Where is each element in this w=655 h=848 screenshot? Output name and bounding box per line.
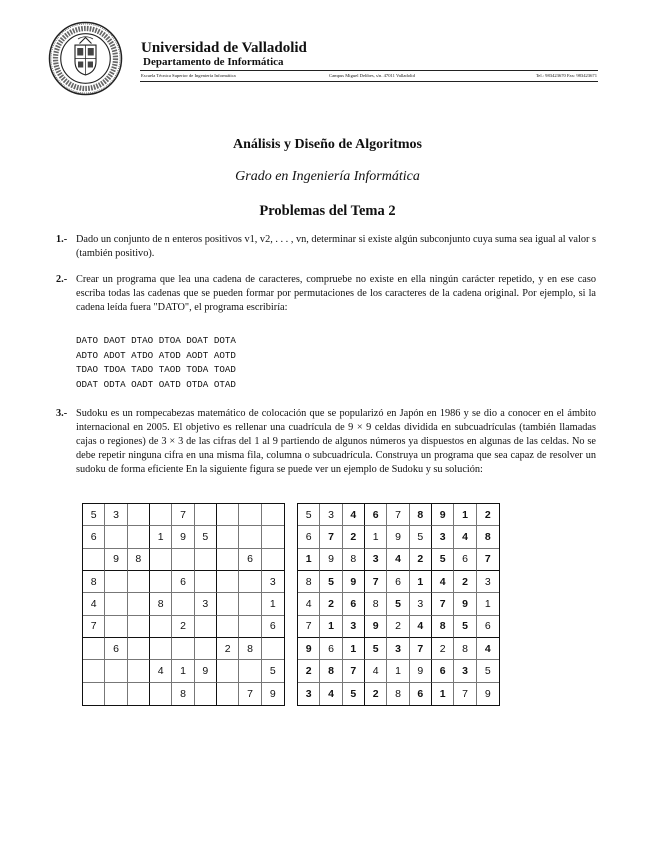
sudoku-cell: 2 xyxy=(320,593,342,615)
sudoku-cell: 1 xyxy=(320,616,342,638)
sudoku-cell: 9 xyxy=(298,638,320,660)
sudoku-cell xyxy=(239,660,261,682)
degree-subtitle: Grado en Ingeniería Informática xyxy=(235,169,420,184)
sudoku-cell xyxy=(262,526,284,548)
sudoku-cell: 2 xyxy=(387,616,409,638)
sudoku-cell: 1 xyxy=(454,504,476,526)
sudoku-cell: 7 xyxy=(343,660,365,682)
sudoku-cell xyxy=(239,571,261,593)
sudoku-cell: 9 xyxy=(105,549,127,571)
sudoku-cell: 2 xyxy=(365,683,387,705)
sudoku-cell: 9 xyxy=(484,687,491,700)
sudoku-cell xyxy=(150,504,172,526)
sudoku-cell: 2 xyxy=(217,638,239,660)
sudoku-cell: 1 xyxy=(343,638,365,660)
sudoku-cell: 3 xyxy=(477,571,499,593)
sudoku-cell: 6 xyxy=(239,549,261,571)
sudoku-cell: 8 xyxy=(454,638,476,660)
sudoku-cell xyxy=(195,504,217,526)
header-rule-top xyxy=(140,70,598,71)
problem-3 xyxy=(56,407,596,477)
sudoku-cell: 1 xyxy=(172,660,194,682)
sudoku-cell: 2 xyxy=(172,616,194,638)
sudoku-cell: 2 xyxy=(343,526,365,548)
sudoku-cell: 3 xyxy=(105,504,127,526)
sudoku-cell xyxy=(262,638,284,660)
sudoku-cell xyxy=(239,504,261,526)
permutation-row: TDAO TDOA TADO TAOD TODA TOAD xyxy=(76,364,236,375)
sudoku-cell xyxy=(105,616,127,638)
sudoku-cell: 3 xyxy=(343,616,365,638)
sudoku-cell: 8 xyxy=(150,593,172,615)
sudoku-cell: 8 xyxy=(320,660,342,682)
sudoku-cell: 3 xyxy=(365,549,387,571)
sudoku-cell xyxy=(128,571,150,593)
sudoku-cell: 4 xyxy=(477,638,499,660)
department-name: Departamento de Informática xyxy=(143,56,284,68)
sudoku-cell: 9 xyxy=(343,571,365,593)
sudoku-cell: 2 xyxy=(477,504,499,526)
sudoku-cell xyxy=(128,616,150,638)
university-seal-logo xyxy=(48,21,123,96)
sudoku-cell xyxy=(83,549,105,571)
sudoku-cell: 3 xyxy=(410,593,432,615)
sudoku-cell xyxy=(150,638,172,660)
sudoku-cell: 5 xyxy=(320,571,342,593)
sudoku-cell: 2 xyxy=(432,638,454,660)
sudoku-cell xyxy=(172,593,194,615)
sudoku-cell: 8 xyxy=(410,504,432,526)
sudoku-cell xyxy=(217,593,239,615)
sudoku-puzzle-grid xyxy=(82,503,285,706)
sudoku-cell: 9 xyxy=(454,593,476,615)
permutation-row: DATO DAOT DTAO DTOA DOAT DOTA xyxy=(76,335,236,346)
sudoku-cell: 5 xyxy=(365,638,387,660)
sudoku-cell: 4 xyxy=(343,504,365,526)
sudoku-cell: 8 xyxy=(83,571,105,593)
sudoku-cell: 6 xyxy=(477,616,499,638)
sudoku-cell: 4 xyxy=(83,593,105,615)
sudoku-cell: 5 xyxy=(343,683,365,705)
permutation-list xyxy=(76,334,236,392)
sudoku-cell xyxy=(217,616,239,638)
sudoku-cell: 9 xyxy=(172,526,194,548)
sudoku-cell: 3 xyxy=(298,683,320,705)
sudoku-cell xyxy=(239,593,261,615)
sudoku-cell xyxy=(195,616,217,638)
sudoku-cell: 7 xyxy=(172,504,194,526)
sudoku-cell xyxy=(239,526,261,548)
sudoku-cell: 1 xyxy=(410,571,432,593)
sudoku-solution-grid xyxy=(297,503,500,706)
sudoku-cell xyxy=(128,683,150,705)
sudoku-cell xyxy=(83,638,105,660)
sudoku-cell: 9 xyxy=(195,660,217,682)
sudoku-cell xyxy=(83,683,105,705)
sudoku-cell: 7 xyxy=(432,593,454,615)
sudoku-cell: 1 xyxy=(432,683,454,705)
sudoku-cell: 4 xyxy=(320,683,342,705)
sudoku-cell: 3 xyxy=(195,593,217,615)
problem-text: Sudoku es un rompecabezas matemático de colocación que se popularizó en Japón en 1986 y se dio a conocer en el ámbito internacional en 2005. El objetivo es rellenar una cuadrícula de 9 × 9 celdas dividida en subcuadrículas (también llamadas cajas o regiones) de 3 × 3 de las cifras del 1 al 9 partiendo de algunos números ya dispuestos en algunas de las celdas. No se debe repetir ninguna cifra en una misma fila, columna o subcuadrícula. Construya un programa que sea capaz de resolver un sudoku de forma eficiente En la siguiente figura se puede ver un ejemplo de Sudoku y su solución: xyxy=(76,408,596,475)
sudoku-cell xyxy=(105,571,127,593)
sudoku-cell xyxy=(195,638,217,660)
sudoku-cell: 1 xyxy=(365,526,387,548)
sudoku-cell: 7 xyxy=(365,571,387,593)
contact-phone: Tel.: 983423670 Fax: 983423671 xyxy=(535,73,597,78)
sudoku-cell: 3 xyxy=(454,660,476,682)
sudoku-cell: 8 xyxy=(128,549,150,571)
sudoku-cell: 4 xyxy=(432,571,454,593)
sudoku-cell: 9 xyxy=(410,660,432,682)
sudoku-cell: 5 xyxy=(83,504,105,526)
sudoku-cell xyxy=(195,549,217,571)
sudoku-cell: 7 xyxy=(239,683,261,705)
sudoku-cell: 3 xyxy=(320,504,342,526)
sudoku-cell: 5 xyxy=(432,549,454,571)
sudoku-cell: 3 xyxy=(432,526,454,548)
sudoku-cell xyxy=(105,593,127,615)
sudoku-cell: 5 xyxy=(195,526,217,548)
sudoku-cell xyxy=(105,660,127,682)
sudoku-cell: 6 xyxy=(454,549,476,571)
sudoku-cell: 9 xyxy=(365,616,387,638)
sudoku-cell: 1 xyxy=(387,660,409,682)
sudoku-cell xyxy=(172,638,194,660)
sudoku-cell: 8 xyxy=(172,683,194,705)
sudoku-cell: 5 xyxy=(298,504,320,526)
sudoku-cell: 7 xyxy=(320,526,342,548)
permutation-row: ODAT ODTA OADT OATD OTDA OTAD xyxy=(76,378,236,390)
sudoku-cell xyxy=(150,616,172,638)
sudoku-cell: 2 xyxy=(454,571,476,593)
campus-address: Campus Miguel Delibes, s/n. 47011 Valladolid xyxy=(329,73,415,78)
sudoku-cell: 4 xyxy=(365,660,387,682)
problem-number: 1.- xyxy=(56,234,68,245)
course-title: Análisis y Diseño de Algoritmos xyxy=(232,137,422,152)
sudoku-cell xyxy=(262,504,284,526)
sudoku-cell xyxy=(128,660,150,682)
sudoku-cell: 5 xyxy=(387,593,409,615)
sudoku-cell: 6 xyxy=(298,526,320,548)
sudoku-cell: 8 xyxy=(387,683,409,705)
sudoku-cell: 6 xyxy=(432,660,454,682)
problem-number: 3.- xyxy=(56,408,68,419)
sudoku-cell: 3 xyxy=(387,638,409,660)
sudoku-cell: 9 xyxy=(269,687,276,700)
sudoku-cell: 6 xyxy=(105,638,127,660)
sudoku-cell xyxy=(217,526,239,548)
sudoku-cell xyxy=(150,549,172,571)
sudoku-cell xyxy=(105,526,127,548)
sudoku-cell: 1 xyxy=(477,593,499,615)
sudoku-cell xyxy=(128,504,150,526)
sudoku-cell: 6 xyxy=(320,638,342,660)
sudoku-cell xyxy=(217,504,239,526)
section-heading: Problemas del Tema 2 xyxy=(259,203,396,219)
sudoku-cell: 9 xyxy=(432,504,454,526)
problem-text: Crear un programa que lea una cadena de caracteres, compruebe no existe en ella ningún carácter repetido, y en ese caso escriba todas las cadenas que se pueden formar por permutaciones de los caracteres de la cadena original. Por ejemplo, si la cadena leída fuera "DATO", el programa escribiría: xyxy=(76,274,596,313)
sudoku-cell: 5 xyxy=(410,526,432,548)
sudoku-cell xyxy=(239,616,261,638)
permutation-row: ADTO ADOT ATDO ATOD AODT AOTD xyxy=(76,349,236,361)
sudoku-cell: 6 xyxy=(83,526,105,548)
sudoku-cell: 6 xyxy=(387,571,409,593)
sudoku-cell: 6 xyxy=(365,504,387,526)
sudoku-cell: 4 xyxy=(387,549,409,571)
sudoku-cell xyxy=(128,526,150,548)
sudoku-cell: 8 xyxy=(298,571,320,593)
sudoku-cell: 4 xyxy=(150,660,172,682)
sudoku-cell: 8 xyxy=(365,593,387,615)
sudoku-cell: 1 xyxy=(150,526,172,548)
sudoku-cell: 2 xyxy=(410,549,432,571)
sudoku-cell: 5 xyxy=(262,660,284,682)
sudoku-cell xyxy=(217,549,239,571)
sudoku-cell xyxy=(172,549,194,571)
sudoku-cell xyxy=(217,660,239,682)
sudoku-cell: 8 xyxy=(432,616,454,638)
sudoku-cell: 8 xyxy=(343,549,365,571)
school-name: Escuela Técnica Superior de Ingeniería Informática xyxy=(141,73,236,78)
sudoku-cell: 7 xyxy=(477,549,499,571)
sudoku-cell: 4 xyxy=(454,526,476,548)
problem-text: Dado un conjunto de n enteros positivos v1, v2, . . . , vn, determinar si existe algún subconjunto cuya suma sea igual al valor s (también positivo). xyxy=(76,234,596,259)
problem-1 xyxy=(56,233,596,261)
sudoku-cell: 7 xyxy=(454,683,476,705)
sudoku-cell: 7 xyxy=(298,616,320,638)
sudoku-cell xyxy=(105,683,127,705)
sudoku-cell: 5 xyxy=(454,616,476,638)
sudoku-cell: 6 xyxy=(172,571,194,593)
problem-2 xyxy=(56,273,596,315)
header-rule-bottom xyxy=(140,81,598,82)
sudoku-cell: 3 xyxy=(262,571,284,593)
sudoku-cell xyxy=(217,571,239,593)
problem-number: 2.- xyxy=(56,274,68,285)
sudoku-cell xyxy=(150,571,172,593)
sudoku-cell xyxy=(128,638,150,660)
sudoku-cell xyxy=(150,683,172,705)
sudoku-cell xyxy=(128,593,150,615)
sudoku-cell: 1 xyxy=(262,593,284,615)
sudoku-cell: 6 xyxy=(262,616,284,638)
sudoku-cell xyxy=(262,549,284,571)
sudoku-cell: 4 xyxy=(298,593,320,615)
sudoku-cell: 7 xyxy=(83,616,105,638)
sudoku-cell: 5 xyxy=(477,660,499,682)
sudoku-cell xyxy=(217,683,239,705)
sudoku-cell xyxy=(195,571,217,593)
sudoku-cell: 8 xyxy=(239,638,261,660)
sudoku-cell: 6 xyxy=(343,593,365,615)
university-name: Universidad de Valladolid xyxy=(141,40,307,56)
sudoku-cell: 8 xyxy=(477,526,499,548)
sudoku-cell: 9 xyxy=(387,526,409,548)
sudoku-cell: 1 xyxy=(298,549,320,571)
sudoku-cell: 7 xyxy=(387,504,409,526)
sudoku-cell xyxy=(83,660,105,682)
sudoku-cell: 4 xyxy=(410,616,432,638)
sudoku-cell: 6 xyxy=(410,683,432,705)
sudoku-cell: 9 xyxy=(320,549,342,571)
sudoku-cell: 2 xyxy=(298,660,320,682)
sudoku-cell: 7 xyxy=(410,638,432,660)
sudoku-cell xyxy=(195,683,217,705)
